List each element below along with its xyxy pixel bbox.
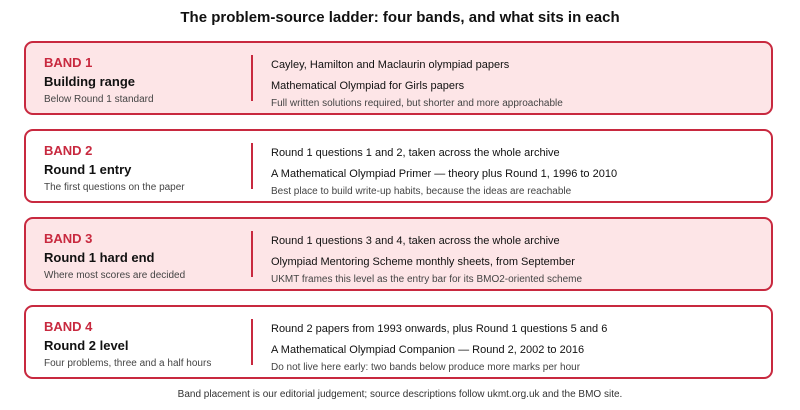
band-4-subtitle: Four problems, three and a half hours bbox=[44, 358, 212, 369]
band-4-sources bbox=[271, 323, 761, 374]
band-3-label: BAND 3 bbox=[44, 231, 93, 246]
band-2-card bbox=[24, 129, 773, 203]
band-2-source-2: A Mathematical Olympiad Primer — theory plus Round 1, 1996 to 2010 bbox=[271, 168, 618, 180]
band-4-source-1: Round 2 papers from 1993 onwards, plus Round 1 questions 5 and 6 bbox=[271, 323, 608, 335]
band-3-source-2: Olympiad Mentoring Scheme monthly sheets, from September bbox=[271, 256, 575, 268]
band-4-divider bbox=[251, 319, 253, 365]
band-1-source-1: Cayley, Hamilton and Maclaurin olympiad papers bbox=[271, 59, 510, 71]
band-2-note: Best place to build write-up habits, because the ideas are reachable bbox=[271, 186, 572, 197]
footer-note: Band placement is our editorial judgement; source descriptions follow ukmt.org.uk and the BMO site. bbox=[177, 389, 623, 400]
diagram-title: The problem-source ladder: four bands, and what sits in each bbox=[180, 9, 620, 26]
band-3-card bbox=[24, 217, 773, 291]
band-1-note: Full written solutions required, but shorter and more approachable bbox=[271, 98, 563, 109]
band-2-source-1: Round 1 questions 1 and 2, taken across the whole archive bbox=[271, 147, 560, 159]
band-4-name: Round 2 level bbox=[44, 338, 129, 353]
band-3-subtitle: Where most scores are decided bbox=[44, 270, 186, 281]
band-3-sources bbox=[271, 235, 761, 286]
band-4-source-2: A Mathematical Olympiad Companion — Round 2, 2002 to 2016 bbox=[271, 344, 585, 356]
band-1-label: BAND 1 bbox=[44, 55, 93, 70]
band-1-source-2: Mathematical Olympiad for Girls papers bbox=[271, 80, 465, 92]
band-2-subtitle: The first questions on the paper bbox=[44, 182, 185, 193]
band-1-sources bbox=[271, 59, 761, 110]
band-2-name: Round 1 entry bbox=[44, 162, 132, 177]
band-4-label: BAND 4 bbox=[44, 319, 93, 334]
band-4-note: Do not live here early: two bands below produce more marks per hour bbox=[271, 362, 581, 373]
band-1-divider bbox=[251, 55, 253, 101]
band-2-divider bbox=[251, 143, 253, 189]
band-1-heading bbox=[44, 55, 244, 106]
band-4-heading bbox=[44, 319, 244, 370]
band-3-heading bbox=[44, 231, 244, 282]
band-4-card bbox=[24, 305, 773, 379]
band-2-sources bbox=[271, 147, 761, 198]
band-3-source-1: Round 1 questions 3 and 4, taken across the whole archive bbox=[271, 235, 560, 247]
band-2-heading bbox=[44, 143, 244, 194]
band-1-subtitle: Below Round 1 standard bbox=[44, 94, 154, 105]
band-3-divider bbox=[251, 231, 253, 277]
band-1-card bbox=[24, 41, 773, 115]
band-1-name: Building range bbox=[44, 74, 135, 89]
band-2-label: BAND 2 bbox=[44, 143, 93, 158]
band-3-note: UKMT frames this level as the entry bar for its BMO2-oriented scheme bbox=[271, 274, 583, 285]
band-3-name: Round 1 hard end bbox=[44, 250, 155, 265]
